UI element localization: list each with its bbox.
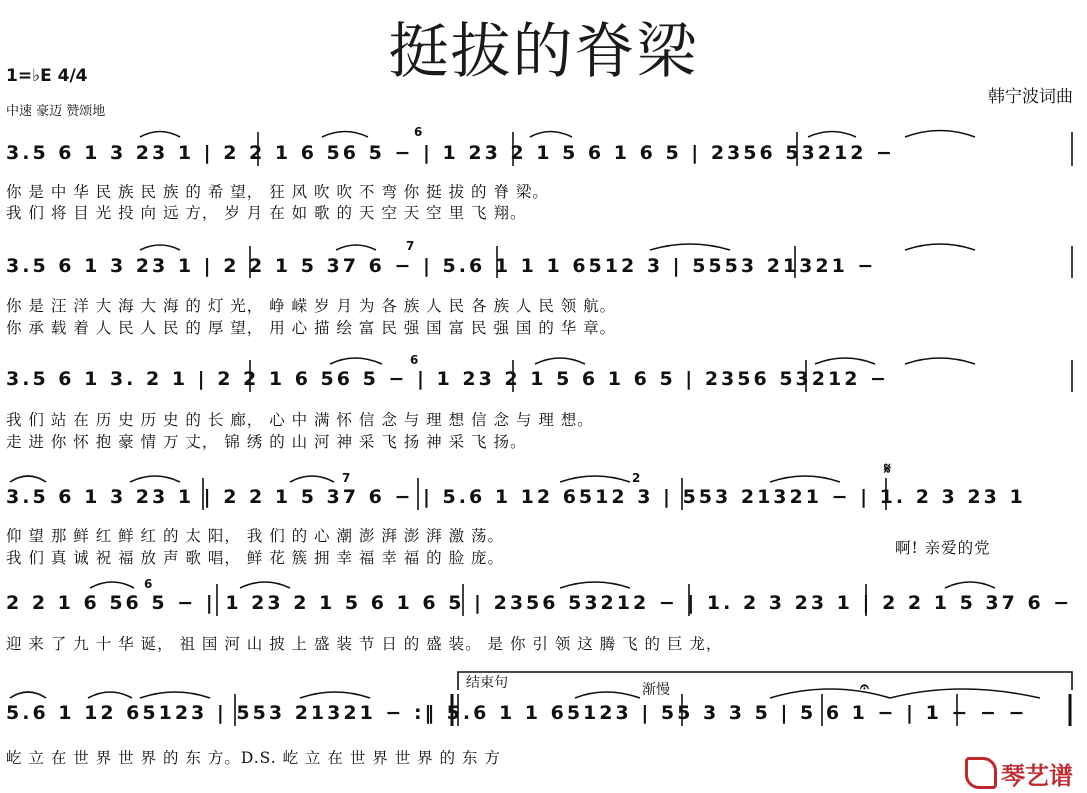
svg-text:𝄐: 𝄐 [860,677,869,696]
svg-text:7: 7 [342,471,351,485]
notation-line-2: 3.5 6 1 3 23 1 | 2 2 1 5 37 6 − | 5.6 1 1 1 6512 3 | 5553 21321 − [6,255,877,277]
ending-label: 结束句 [466,675,508,691]
composer-credit: 韩宁波词曲 [988,87,1073,107]
svg-text:2: 2 [632,471,641,485]
svg-text:6: 6 [410,353,419,367]
logo-text: 琴艺谱 [1001,762,1073,790]
svg-text:7: 7 [406,239,415,253]
notation-line-5: 2 2 1 6 56 5 − | 1 23 2 1 5 6 1 6 5 | 2356 53212 − | 1. 2 3 23 1 | 2 2 1 5 37 6 − [6,592,1073,614]
lyric-line-6: 屹 立 在 世 界 世 界 的 东 方。D.S. 屹 立 在 世 界 世 界 的 东 方 [6,749,501,767]
site-logo[interactable] [965,756,1073,791]
ritardando-label: 渐慢 [642,682,670,698]
lyric-line-2b: 你 承 载 着 人 民 人 民 的 厚 望， 用 心 描 绘 富 民 强 国 富 民 强 国 的 华 章。 [6,319,617,337]
lyric-line-5: 迎 来 了 九 十 华 诞， 祖 国 河 山 披 上 盛 装 节 日 的 盛 装。 是 你 引 领 这 腾 飞 的 巨 龙， [6,635,723,653]
svg-text:6: 6 [414,125,423,139]
lyric-line-1b: 我 们 将 目 光 投 向 远 方， 岁 月 在 如 歌 的 天 空 天 空 里 飞 翔。 [6,204,527,222]
notation-line-6: 5.6 1 12 65123 | 553 21321 − :‖ 5.6 1 1 65123 | 55 3 3 5 | 5 6 1 − | 1 − − − [6,702,1028,724]
tempo-marking: 中速 豪迈 赞颂地 [6,104,106,119]
notation-line-1: 3.5 6 1 3 23 1 | 2 2 1 6 56 5 − | 1 23 2 1 5 6 1 6 5 | 2356 53212 − [6,142,895,164]
key-signature: 1=♭E 4/4 [6,66,88,86]
page-title: 挺拔的脊梁 [388,17,699,87]
notation-line-3: 3.5 6 1 3. 2 1 | 2 2 1 6 56 5 − | 1 23 2 1 5 6 1 6 5 | 2356 53212 − [6,368,889,390]
lyric-line-4b: 我 们 真 诚 祝 福 放 声 歌 唱， 鲜 花 簇 拥 幸 福 幸 福 的 脸 庞。 [6,549,505,567]
lyric-line-3a: 我 们 站 在 历 史 历 史 的 长 廊， 心 中 满 怀 信 念 与 理 想 信 念 与 理 想。 [6,411,594,429]
notation-line-4: 3.5 6 1 3 23 1 | 2 2 1 5 37 6 − | 5.6 1 12 6512 3 | 553 21321 − | 1. 2 3 23 1 [6,486,1026,508]
lyric-line-2a: 你 是 汪 洋 大 海 大 海 的 灯 光， 峥 嵘 岁 月 为 各 族 人 民 各 族 人 民 领 航。 [6,297,617,315]
lyric-line-1a: 你 是 中 华 民 族 民 族 的 希 望， 狂 风 吹 吹 不 弯 你 挺 拔 的 脊 梁。 [6,183,549,201]
svg-text:𝄋: 𝄋 [884,459,891,478]
lyric-line-3b: 走 进 你 怀 抱 豪 情 万 丈， 锦 绣 的 山 河 神 采 飞 扬 神 采 飞 扬。 [6,433,527,451]
svg-text:6: 6 [144,577,153,591]
ending-bracket [458,672,1072,690]
lyric-aside: 啊! 亲爱的党 [895,539,991,557]
logo-icon [965,757,997,789]
lyric-line-4a: 仰 望 那 鲜 红 鲜 红 的 太 阳， 我 们 的 心 潮 澎 湃 澎 湃 激 荡。 [6,527,505,545]
